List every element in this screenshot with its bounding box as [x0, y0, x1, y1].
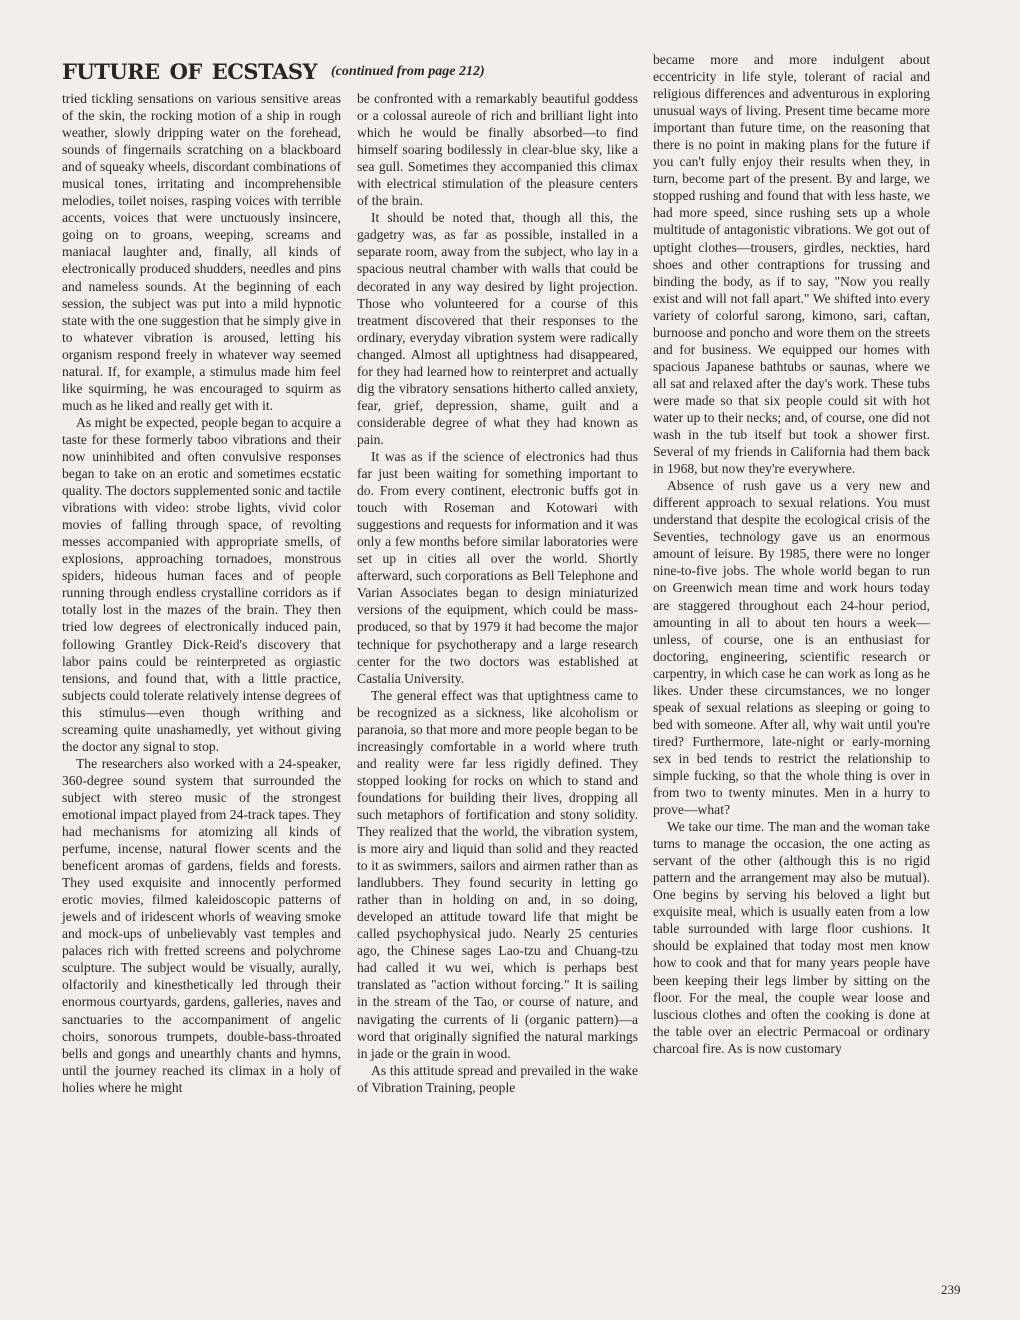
paragraph: As this attitude spread and prevailed in the wake of Vibration Training, people [357, 1062, 638, 1095]
paragraph: As might be expected, people began to acquire a taste for these formerly taboo vibrations and their now uninhibited and often convulsive responses began to take on an erotic and sometimes ecstatic quality. The doctors supplemented sonic and tactile vibrations with video: strobe lights, vivid color movies of falling through space, of revolting messes accompanied with appropriate smells, of explosions, approaching tornadoes, monstrous spiders, hideous human faces and of people running through endless crystalline corridors as if totally lost in the mazes of the brain. They then tried low degrees of electronically induced pain, following Grantley Dick-Reid's discovery that labor pains could be reinterpreted as orgiastic tensions, and found that, with a little practice, subjects could tolerate relatively intense degrees of this stimulus—even though writhing and screaming quite unashamedly, yet without giving the doctor any signal to stop. [62, 414, 341, 754]
paragraph: It was as if the science of electronics had thus far just been waiting for something important to do. From every continent, electronic buffs got in touch with Roseman and Kotowari with suggestions and requests for information and it was only a few months before similar laboratories were set up in cities all over the world. Shortly afterward, such corporations as Bell Telephone and Varian Associates began to design miniaturized versions of the equipment, which could be mass-produced, so that by 1979 it had become the major technique for psychotherapy and a large research center for the two doctors was established at Castalia University. [357, 448, 638, 686]
continued-note: (continued from page 212) [331, 64, 485, 79]
paragraph: We take our time. The man and the woman take turns to manage the occasion, the one acting as servant of the other (although this is no rigid pattern and the arrangement may also be mutual). One begins by serving his beloved a light but exquisite meal, which is usually eaten from a low table surrounded with large floor cushions. It should be explained that today most men know how to cook and that for many years people have been keeping their legs limber by sitting on the floor. For the meal, the couple wear loose and luscious clothes and often the cooking is done at the table over an electric Permacoal or ordinary charcoal fire. As is now customary [653, 819, 930, 1056]
page-number: 239 [941, 1282, 961, 1297]
paragraph: The general effect was that uptightness came to be recognized as a sickness, like alcoholism or paranoia, so that more and more people began to be increasingly comfortable in a world where truth and reality were far less rigidly defined. They stopped looking for rocks on which to stand and foundations for building their lives, dropping all such metaphors of fortification and stony solidity. They realized that the world, the vibration system, is more airy and liquid than solid and they reacted to it as swimmers, sailors and airmen rather than as landlubbers. They found security in letting go rather than in holding on and, in so doing, developed an attitude toward life that might be called psychophysical judo. Nearly 25 centuries ago, the Chinese sages Lao-tzu and Chuang-tzu had called it wu wei, which is perhaps best translated as "action without forcing." It is sailing in the stream of the Tao, or course of nature, and navigating the currents of li (organic pattern)—a word that originally signified the natural markings in jade or the grain in wood. [357, 687, 638, 1061]
article-headline [62, 52, 485, 87]
text-column-1 [62, 90, 341, 1096]
paragraph: Absence of rush gave us a very new and different approach to sexual relations. You must understand that despite the ecological crisis of the Seventies, technology gave us an enormous amount of leisure. By 1985, there were no longer nine-to-five jobs. The whole world began to run on Greenwich mean time and work hours today are staggered throughout each 24-hour period, amounting in all to about ten hours a week—unless, of course, one is an enthusiast for doctoring, engineering, scientific research or carpentry, in which case he can work as long as he likes. Under these circumstances, we no longer speak of sexual relations as sleeping or going to bed with someone. After all, why wait until you're tired? Furthermore, late-night or early-morning sex in bed tends to restrict the relationship to simple fucking, so that the whole thing is over in from two to twenty minutes. Men in a hurry to prove—what? [653, 478, 930, 818]
paragraph: became more and more indulgent about eccentricity in life style, tolerant of racial and religious differences and adventurous in exploring unusual ways of living. Present time became more important than future time, on the reasoning that there is no point in making plans for the future if you can't fully enjoy their results when they, in turn, become part of the present. By and large, we stopped rushing and found that with less haste, we had more speed, since rushing sets up a whole multitude of antagonistic vibrations. We got out of uptight clothes—trousers, girdles, neckties, hard shoes and other contraptions for trussing and binding the body, as if to say, "Now you really exist and will not fall apart." We shifted into every variety of colorful sarong, kimono, sari, caftan, burnoose and poncho and wore them on the streets and for business. We equipped our homes with spacious Japanese bathtubs or saunas, where we all sat and relaxed after the day's work. These tubs were made so that six people could sit with hot water up to their necks; and, of course, one did not wash in the tub itself but took a shower first. Several of my friends in California had them back in 1968, but now they're everywhere. [653, 52, 930, 477]
text-column-2 [357, 90, 638, 1096]
paragraph: tried tickling sensations on various sensitive areas of the skin, the rocking motion of a ship in rough weather, slowly dripping water on the forehead, sounds of fingernails scratching on a blackboard and of squeaky wheels, discordant combinations of musical tones, irritating and incomprehensible melodies, toilet noises, rasping voices with terrible accents, voices that were unctuously insincere, going on to groans, weeping, screams and maniacal laughter and, finally, all kinds of electronically produced shudders, needles and pins and nameless sounds. At the beginning of each session, the subject was put into a mild hypnotic state with the one suggestion that he simply give in to whatever vibration is aroused, letting his organism respond freely in whatever way seemed natural. If, for example, a stimulus made him feel like squirming, he was encouraged to squirm as much as he liked and really get with it. [62, 91, 341, 413]
paragraph: The researchers also worked with a 24-speaker, 360-degree sound system that surrounded the subject with stereo music of the strongest emotional impact played from 24-track tapes. They had mechanisms for atomizing all kinds of perfume, incense, natural flower scents and the beneficent aromas of gardens, fields and forests. They used exquisite and innocently performed erotic movies, filmed kaleidoscopic patterns of jewels and of iridescent whorls of weaving smoke and mock-ups of unbelievably vast temples and palaces rich with fretted screens and polychrome sculpture. The subject would be visually, aurally, olfactorily and kinesthetically led through their enormous courtyards, gardens, galleries, naves and sanctuaries to the accompaniment of angelic choirs, sonorous trumpets, double-bass-throated bells and gongs and unearthly chants and hymns, until the journey reached its climax in a holy of holies where he might [62, 755, 341, 1095]
text-column-3 [653, 51, 930, 1057]
paragraph: It should be noted that, though all this, the gadgetry was, as far as possible, installed in a separate room, away from the subject, who lay in a spacious neutral chamber with walls that could be decorated in any way desired by light projection. Those who volunteered for a course of this treatment discovered that their responses to the ordinary, everyday vibration system were radically changed. Almost all uptightness had disappeared, for they had learned how to reinterpret and actually dig the vibratory sensations hitherto called anxiety, fear, grief, depression, shame, guilt and a considerable degree of what they had known as pain. [357, 210, 638, 447]
paragraph: be confronted with a remarkably beautiful goddess or a colossal aureole of rich and brilliant light into which he would be finally absorbed—to find himself soaring bodilessly in clear-blue sky, like a sea gull. Sometimes they accompanied this climax with electrical stimulation of the pleasure centers of the brain. [357, 91, 638, 209]
article-title: future of ecstasy [62, 52, 318, 87]
